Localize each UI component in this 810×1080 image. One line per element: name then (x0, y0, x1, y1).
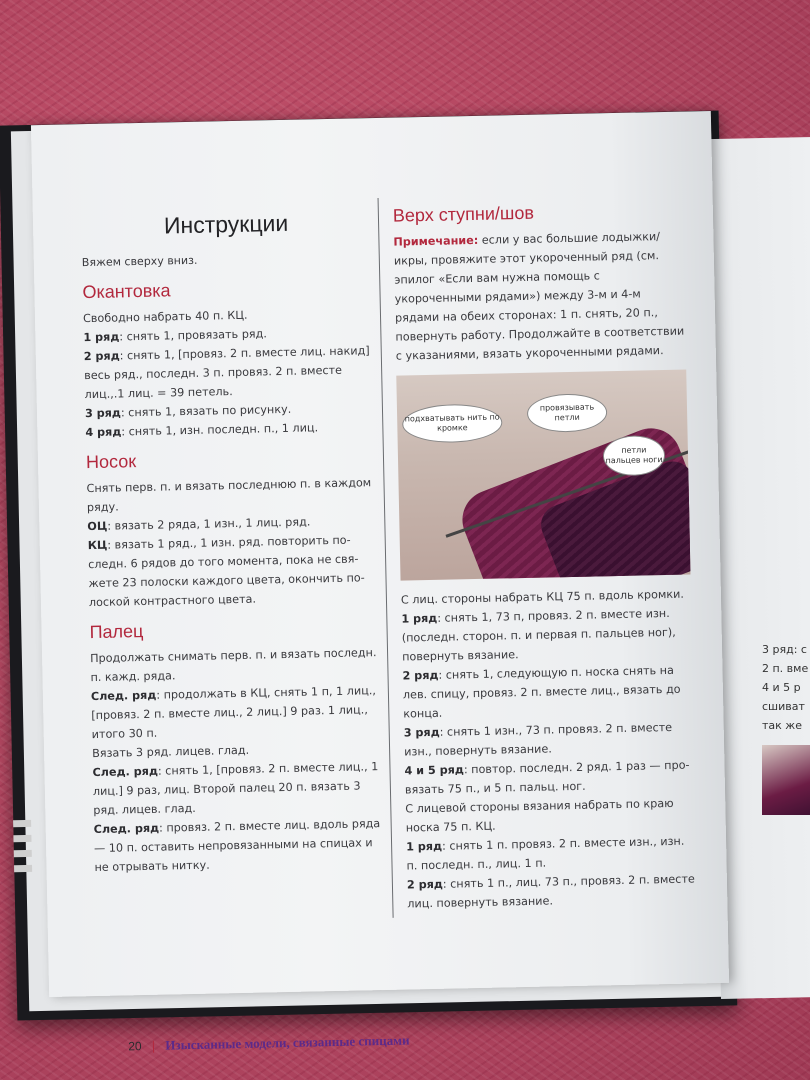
row-text: : снять 1, изн. последн. п., 1 лиц. (121, 421, 319, 439)
footer-separator: | (151, 1038, 156, 1053)
row-label: 1 ряд (406, 839, 443, 854)
page-number: 20 (128, 1039, 142, 1054)
section-heading: Носок (85, 451, 137, 473)
instruction-line (94, 814, 385, 877)
row-label: 3 ряд (403, 725, 440, 740)
instruction-line (404, 755, 697, 799)
book-title: Изысканные модели, связанные спицами (165, 1032, 410, 1053)
row-text: : снять 1, провязать ряд. (119, 327, 268, 344)
edge-text-line: 3 ряд: с (762, 643, 807, 656)
spine-marks (13, 820, 37, 910)
instruction-line (405, 793, 698, 837)
row-text: : снять 1, [провяз. 2 п. вместе лиц. накид] весь ряд., последн. 3 п. провяз. 2 п. вместе лиц.,.1 лиц. = 39 петель. (84, 344, 370, 402)
row-label: След. ряд (90, 688, 157, 704)
row-text: : снять 1 п., лиц. 73 п., провяз. 2 п. вместе лиц. повернуть вязание. (407, 872, 695, 911)
instruction-line (406, 831, 699, 875)
photo-label-edge: подхватывать нить по кромке (402, 403, 503, 443)
instruction-line (86, 473, 377, 517)
next-page-photo (762, 745, 810, 815)
row-label: 4 ряд (85, 425, 122, 440)
row-text: : снять 1 изн., 73 п. провяз. 2 п. вместе изн., повернуть вязание. (404, 720, 673, 759)
instruction-line (90, 643, 381, 687)
row-label: 2 ряд (402, 668, 439, 683)
row-text: Снять перв. п. и вязать последнюю п. в каждом ряду. (86, 476, 372, 515)
instruction-line (407, 869, 700, 913)
note-paragraph (393, 227, 688, 366)
row-text: С лиц. стороны набрать КЦ 75 п. вдоль кромки. (400, 587, 685, 607)
row-text: : снять 1, [провяз. 2 п. вместе лиц., 1 лиц.] 9 раз, лиц. Второй палец 20 п. вязать 3 ряд. лицев. глад. (92, 760, 379, 818)
knitting-photo (396, 370, 690, 581)
row-text: : провяз. 2 п. вместе лиц. вдоль ряда — 10 п. оставить непровязанными на спицах и не отрывать нитку. (93, 817, 381, 875)
row-text: С лицевой стороны вязания набрать по краю носка 75 п. КЦ. (405, 796, 674, 835)
instruction-line (401, 603, 694, 666)
top-seam-instructions (401, 584, 700, 913)
row-label: 3 ряд (84, 406, 122, 421)
instruction-line (88, 530, 380, 612)
edge-text-line: 4 и 5 р (762, 681, 801, 694)
section-heading: Окантовка (82, 280, 171, 303)
edge-text-line: так же (762, 719, 802, 732)
section-heading: Палец (89, 620, 144, 643)
note-label: Примечание: (393, 233, 479, 249)
instruction-line (92, 757, 383, 820)
row-text: Свободно набрать 40 п. КЦ. (82, 308, 248, 326)
row-label: 1 ряд (401, 611, 438, 626)
row-text: : снять 1 п. провяз. 2 п. вместе изн., изн. п. последн. п., лиц. 1 п. (406, 834, 685, 873)
photo-label-toes: петли пальцев ноги (603, 435, 666, 476)
instructions-sections (82, 276, 384, 877)
instruction-line (404, 717, 697, 761)
instruction-line (84, 341, 375, 404)
page-title: Инструкции (163, 209, 289, 239)
row-text: Вязать 3 ряд. лицев. глад. (91, 743, 250, 761)
row-text: : вязать 1 ряд., 1 изн. ряд. повторить по-следн. 6 рядов до того момента, пока не свя-жете 23 полоски каждого цвета, окончить по-лоской контрастного цвета. (88, 533, 365, 610)
section-heading-top-seam: Верх ступни/шов (392, 202, 535, 226)
left-column (81, 208, 385, 877)
row-text: : снять 1, следующую п. носка снять на лев. спицу, провяз. 2 п. вместе лиц., вязать до конца. (402, 663, 681, 721)
intro-text: Вяжем сверху вниз. (81, 253, 198, 270)
note-text: если у вас большие лодыжки/икры, провяжите этот укороченный ряд (см. эпилог «Если вам нужна помощь с укороченными рядами») между 3-м и 4-м рядами на обеих сторонах: 1 п. снять, 20 п., повернуть работу. Продолжайте в соответствии с указаниями, вязать укороченными рядами. (393, 230, 685, 363)
row-label: 4 и 5 ряд (404, 763, 465, 778)
row-label: 2 ряд (406, 877, 443, 892)
instruction-line (402, 660, 695, 723)
row-label: 2 ряд (83, 349, 120, 364)
row-text: : повтор. последн. 2 ряд. 1 раз — про-вязать 75 п., и 5 п. пальц. ног. (404, 758, 690, 797)
row-label: 1 ряд (83, 330, 120, 345)
edge-text-line: 2 п. вме (762, 662, 809, 675)
right-column (392, 190, 699, 914)
edge-text-line: сшиват (762, 700, 805, 713)
row-text: Продолжать снимать перв. п. и вязать последн. п. кажд. ряда. (89, 646, 377, 685)
row-label: ОЦ (87, 519, 108, 534)
row-text: : вязать 2 ряда, 1 изн., 1 лиц. ряд. (107, 515, 311, 533)
page-footer (128, 1032, 410, 1054)
row-label: След. ряд (93, 821, 160, 837)
next-page-edge (762, 640, 810, 815)
row-label: КЦ (87, 538, 108, 553)
photo-label-knit: провязывать петли (527, 393, 608, 433)
row-text: : снять 1, 73 п, провяз. 2 п. вместе изн. (последн. сторон. п. и первая п. пальцев ног), повернуть вязание. (401, 606, 676, 664)
row-label: След. ряд (92, 764, 159, 780)
left-page (31, 111, 729, 1054)
row-text: : продолжать в КЦ, снять 1 п, 1 лиц., [провяз. 2 п. вместе лиц., 2 лиц.] 9 раз. 1 лиц., итого 30 п. (91, 684, 376, 742)
instruction-line (91, 681, 382, 744)
row-text: : снять 1, вязать по рисунку. (120, 402, 292, 420)
